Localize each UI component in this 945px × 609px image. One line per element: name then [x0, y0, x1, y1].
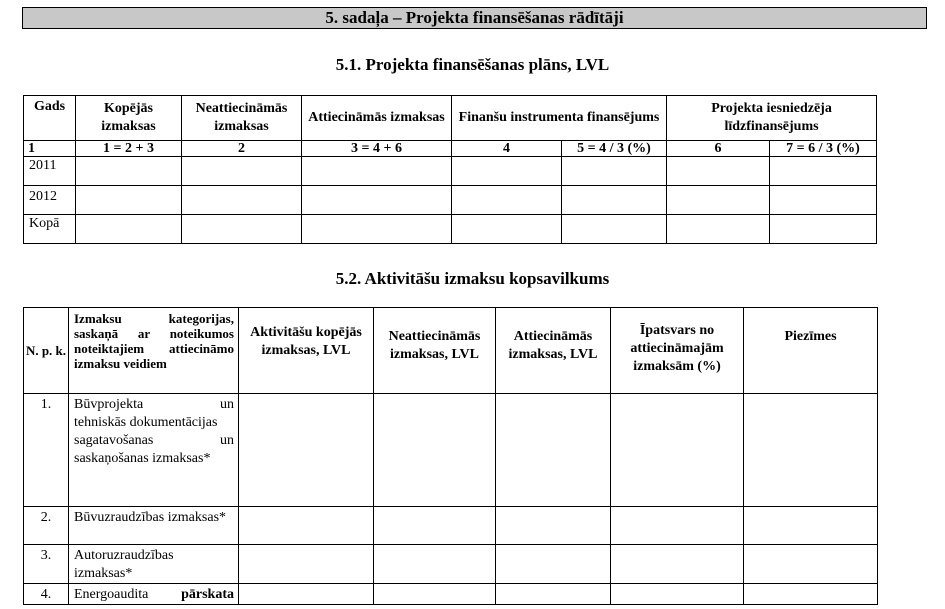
- input-cell[interactable]: [452, 215, 562, 244]
- col-header-iesniedzeja: Projekta iesniedzēja līdzfinansējums: [667, 96, 877, 141]
- col-header-attiecinamas: Attiecināmās izmaksas, LVL: [496, 308, 611, 394]
- input-cell[interactable]: [611, 584, 744, 605]
- col-header-gads: Gads: [24, 96, 76, 141]
- col-header-neattiecinamas: Neattiecināmās izmaksas: [182, 96, 302, 141]
- input-cell[interactable]: [744, 507, 878, 545]
- input-cell[interactable]: [374, 545, 496, 584]
- input-cell[interactable]: [374, 584, 496, 605]
- input-cell[interactable]: [667, 215, 770, 244]
- input-cell[interactable]: [667, 186, 770, 215]
- financing-plan-table: [23, 95, 877, 244]
- input-cell[interactable]: [611, 394, 744, 507]
- row-description: Būvuzraudzības izmaksas*: [69, 507, 239, 545]
- col-header-attiecinamas: Attiecināmās izmaksas: [302, 96, 452, 141]
- input-cell[interactable]: [302, 186, 452, 215]
- header-row: [24, 308, 878, 394]
- input-cell[interactable]: [667, 157, 770, 186]
- input-cell[interactable]: [302, 157, 452, 186]
- desc-text: Energoaudita: [74, 587, 149, 602]
- number-cell: 3 = 4 + 6: [302, 141, 452, 157]
- row-number: 4.: [24, 584, 69, 605]
- input-cell[interactable]: [452, 157, 562, 186]
- total-cell: Kopā: [24, 215, 76, 244]
- input-cell[interactable]: [611, 545, 744, 584]
- plan-title: 5.1. Projekta finansēšanas plāns, LVL: [335, 55, 610, 74]
- table-row: [24, 394, 878, 507]
- input-cell[interactable]: [76, 157, 182, 186]
- desc-text-bold: pārskata: [181, 587, 234, 602]
- input-cell[interactable]: [496, 545, 611, 584]
- input-cell[interactable]: [744, 584, 878, 605]
- input-cell[interactable]: [182, 186, 302, 215]
- desc-text: un: [220, 433, 234, 448]
- row-number: 3.: [24, 545, 69, 584]
- number-cell: 1 = 2 + 3: [76, 141, 182, 157]
- table-row: [24, 545, 878, 584]
- row-number: 1.: [24, 394, 69, 507]
- col-header-ipatsvars: Īpatsvars no attiecināmajām izmaksām (%): [611, 308, 744, 394]
- desc-text: saskaņošanas izmaksas*: [74, 451, 211, 466]
- input-cell[interactable]: [744, 545, 878, 584]
- year-cell: 2012: [24, 186, 76, 215]
- input-cell[interactable]: [562, 215, 667, 244]
- desc-text: tehniskās dokumentācijas: [74, 415, 218, 430]
- activity-title: 5.2. Aktivitāšu izmaksu kopsavilkums: [335, 269, 610, 288]
- number-cell: 5 = 4 / 3 (%): [562, 141, 667, 157]
- desc-text: un: [220, 397, 234, 412]
- desc-text: Būvprojekta: [74, 397, 144, 412]
- row-description: [69, 584, 239, 605]
- input-cell[interactable]: [744, 394, 878, 507]
- row-description: Autoruzraudzības izmaksas*: [69, 545, 239, 584]
- table-row: [24, 157, 877, 186]
- col-header-neattiecinamas: Neattiecināmās izmaksas, LVL: [374, 308, 496, 394]
- section-header: 5. sadaļa – Projekta finansēšanas rādītāji: [22, 7, 927, 29]
- input-cell[interactable]: [611, 507, 744, 545]
- year-cell: 2011: [24, 157, 76, 186]
- table-row: [24, 584, 878, 605]
- col-header-np: N. p. k.: [24, 308, 69, 394]
- number-row: [24, 141, 877, 157]
- input-cell[interactable]: [496, 584, 611, 605]
- number-cell: 7 = 6 / 3 (%): [770, 141, 877, 157]
- col-header-category: Izmaksu kategorijas, saskaņā ar noteikumos noteiktajiem attiecināmo izmaksu veidiem: [69, 308, 239, 394]
- input-cell[interactable]: [76, 186, 182, 215]
- input-cell[interactable]: [182, 157, 302, 186]
- col-header-piezimes: Piezīmes: [744, 308, 878, 394]
- input-cell[interactable]: [770, 157, 877, 186]
- number-cell: 2: [182, 141, 302, 157]
- activity-cost-table: [23, 307, 878, 605]
- input-cell[interactable]: [374, 394, 496, 507]
- col-header-kopejas: Aktivitāšu kopējās izmaksas, LVL: [239, 308, 374, 394]
- header-row: [24, 96, 877, 141]
- input-cell[interactable]: [302, 215, 452, 244]
- input-cell[interactable]: [770, 186, 877, 215]
- table-row: [24, 507, 878, 545]
- input-cell[interactable]: [239, 394, 374, 507]
- input-cell[interactable]: [239, 507, 374, 545]
- desc-text: sagatavošanas: [74, 433, 154, 448]
- input-cell[interactable]: [182, 215, 302, 244]
- input-cell[interactable]: [452, 186, 562, 215]
- input-cell[interactable]: [770, 215, 877, 244]
- row-number: 2.: [24, 507, 69, 545]
- input-cell[interactable]: [496, 394, 611, 507]
- input-cell[interactable]: [239, 545, 374, 584]
- number-cell: 1: [24, 141, 76, 157]
- table-row: [24, 186, 877, 215]
- input-cell[interactable]: [239, 584, 374, 605]
- number-cell: 6: [667, 141, 770, 157]
- col-header-finansu: Finanšu instrumenta finansējums: [452, 96, 667, 141]
- number-cell: 4: [452, 141, 562, 157]
- input-cell[interactable]: [374, 507, 496, 545]
- input-cell[interactable]: [562, 157, 667, 186]
- input-cell[interactable]: [496, 507, 611, 545]
- table-row: [24, 215, 877, 244]
- row-description: [69, 394, 239, 507]
- input-cell[interactable]: [76, 215, 182, 244]
- col-header-kopejas: Kopējās izmaksas: [76, 96, 182, 141]
- input-cell[interactable]: [562, 186, 667, 215]
